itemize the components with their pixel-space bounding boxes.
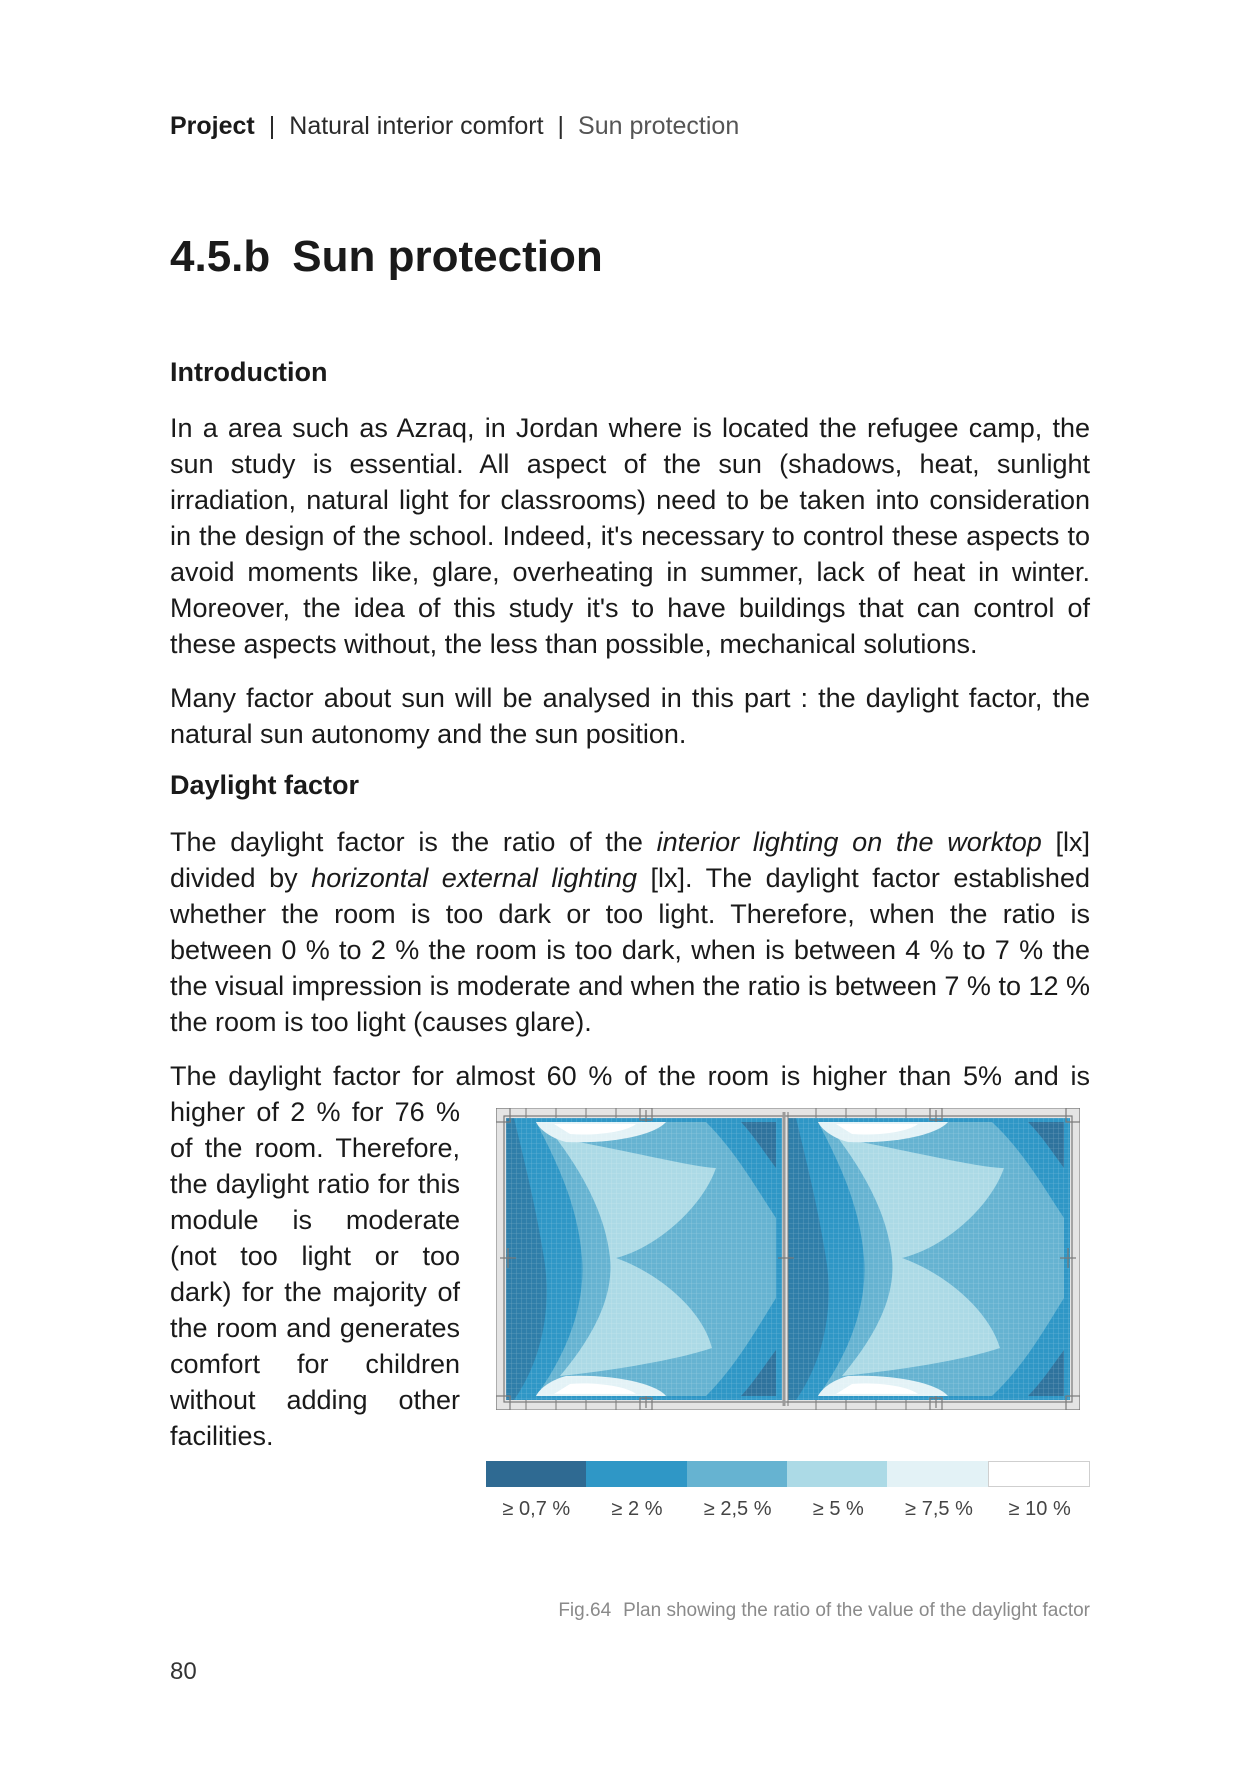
- introduction-heading: Introduction: [170, 357, 328, 387]
- daylight-paragraph-1: [170, 824, 1090, 1040]
- legend-label: ≥ 0,7 %: [502, 1498, 571, 1520]
- breadcrumb-section: Natural interior comfort: [289, 112, 544, 140]
- legend-labels: [486, 1498, 1090, 1521]
- legend-label: ≥ 10 %: [1008, 1498, 1071, 1520]
- section-title: Sun protection: [292, 232, 603, 281]
- breadcrumb-separator: |: [268, 112, 276, 140]
- legend-swatch: [486, 1461, 586, 1487]
- figure-number: Fig.64: [558, 1600, 612, 1621]
- emphasis-interior-lighting: interior lighting on the worktop: [656, 827, 1042, 857]
- emphasis-external-lighting: horizontal external lighting: [311, 863, 637, 893]
- legend-label: ≥ 7,5 %: [905, 1498, 973, 1520]
- legend-scale: [486, 1461, 1090, 1487]
- legend-swatch: [988, 1461, 1090, 1487]
- room-left: [506, 1118, 782, 1400]
- introduction-paragraph-2: Many factor about sun will be analysed in this part : the daylight factor, the natural sun autonomy and the sun position.: [170, 683, 1090, 749]
- text-fragment: [lx]. The daylight factor established whether the room is too dark or too light. Therefore, when the ratio is between 0 % to 2 % the room is too dark, when is between 4 % to 7 % the the visual impression is moderate and when the ratio is between 7 % to 12 % the room is too light (causes glare).: [170, 863, 1091, 1037]
- breadcrumb-separator: |: [557, 112, 565, 140]
- daylight-factor-plan: [496, 1108, 1080, 1410]
- introduction-paragraph-1: In a area such as Azraq, in Jordan where is located the refugee camp, the sun study is essential. All aspect of the sun (shadows, heat, sunlight irradiation, natural light for classrooms) need to be taken into consideration in the design of the school. Indeed, it's necessary to control these aspects to avoid moments like, glare, overheating in summer, lack of heat in winter. Moreover, the idea of this study it's to have buildings that can control of these aspects without, the less than possible, mechanical solutions.: [170, 413, 1090, 659]
- text-fragment: [lx] divided by: [170, 827, 1090, 893]
- legend-label: ≥ 5 %: [812, 1498, 864, 1520]
- legend-swatch: [787, 1461, 887, 1487]
- room-right: [788, 1118, 1070, 1400]
- breadcrumb: [170, 112, 739, 141]
- page-number: 80: [170, 1658, 197, 1685]
- legend-label: ≥ 2,5 %: [703, 1498, 772, 1520]
- page-title: [170, 232, 603, 282]
- daylight-paragraph-2-rest: higher of 2 % for 76 % of the room. Therefore, the daylight ratio for this module is moderate (not too light or too dark) for the majority of the room and generates comfort for children without adding other facilities.: [170, 1097, 460, 1451]
- daylight-plan-drawing: [496, 1108, 1080, 1410]
- figure-caption: [558, 1600, 1090, 1622]
- text-fragment: The daylight factor is the ratio of the: [170, 827, 657, 857]
- legend-label: ≥ 2 %: [611, 1498, 663, 1520]
- breadcrumb-current: Sun protection: [578, 112, 740, 140]
- legend-swatch: [687, 1461, 787, 1487]
- section-number: 4.5.b: [170, 232, 271, 281]
- legend-swatch: [887, 1461, 987, 1487]
- legend-swatch: [586, 1461, 686, 1487]
- figure-caption-text: Plan showing the ratio of the value of the daylight factor: [623, 1600, 1090, 1621]
- daylight-paragraph-2-lead: The daylight factor for almost 60 % of the room is higher than 5% and is: [170, 1061, 1090, 1091]
- breadcrumb-project: Project: [170, 112, 255, 140]
- daylight-factor-heading: Daylight factor: [170, 770, 360, 800]
